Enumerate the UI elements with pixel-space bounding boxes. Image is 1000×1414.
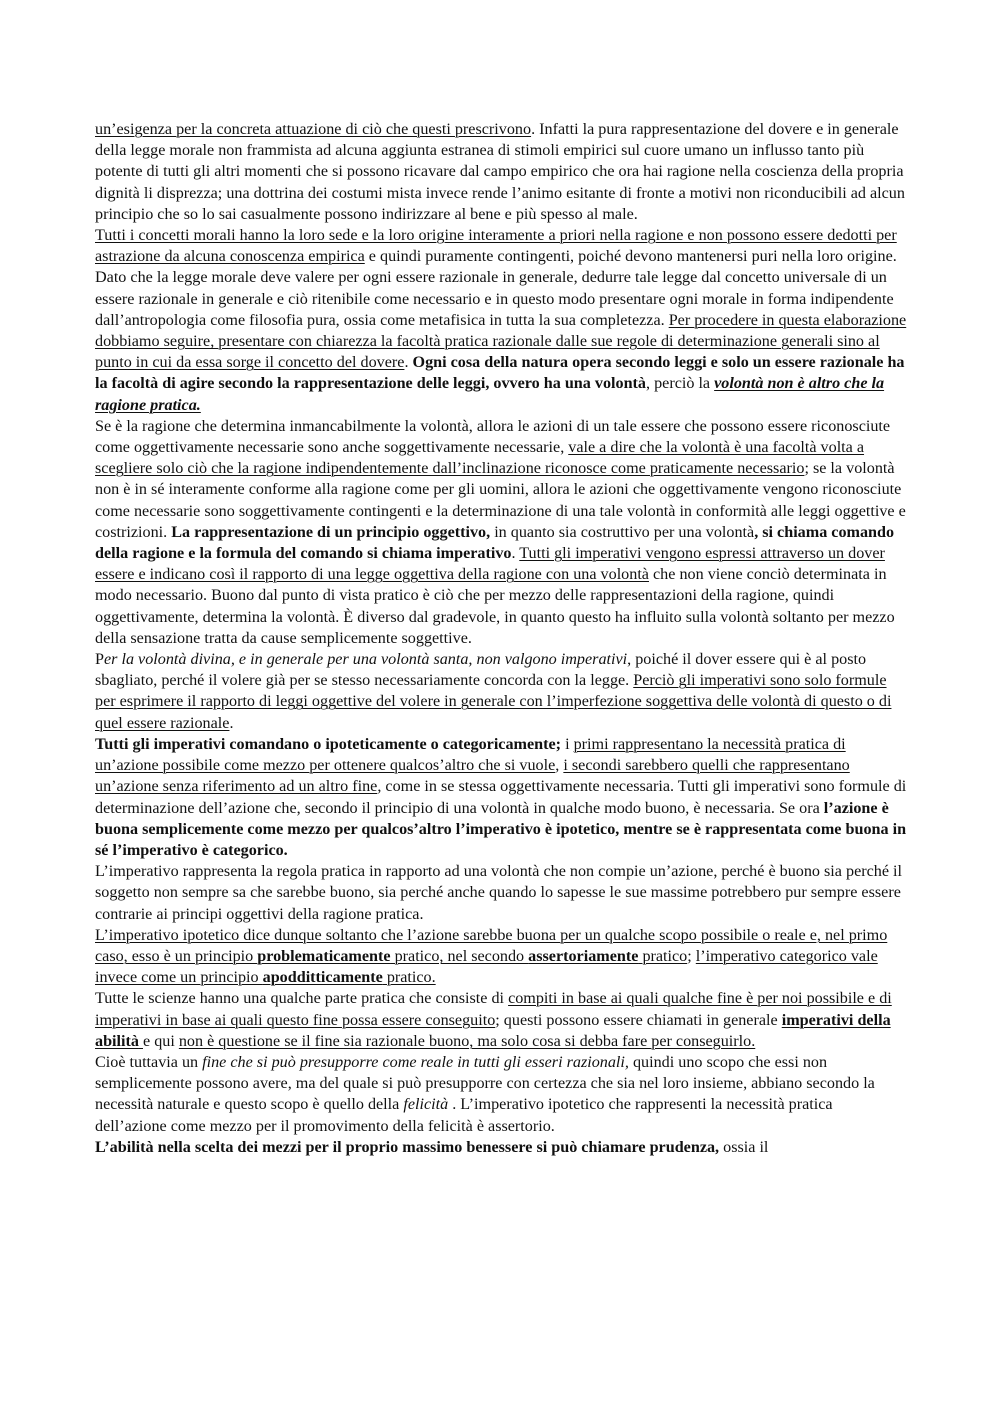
text-run: che non viene conciò determinata in modo necessario. Buono dal punto di vista pratico è ciò che per mezzo delle rappresentazioni della ragione, quindi oggettivamente, determina la volontà. È diverso dal gradevole, in quanto questo ha influito sulla volontà soltanto per mezzo della sensazione tratta da cause semplicemente soggettive. <box>95 566 895 647</box>
text-run: l’imperativo categorico vale invece come un principio <box>95 947 878 987</box>
paragraph <box>95 861 907 925</box>
text-run: , si chiama comando della ragione e la formula del comando si chiama imperativo <box>95 523 895 563</box>
document-body <box>95 119 907 1158</box>
text-run: pratico, nel secondo <box>390 947 529 965</box>
text-run: . <box>404 354 413 372</box>
text-run: . <box>511 545 520 563</box>
text-run: Tutte le scienze hanno una qualche parte pratica che consiste di <box>95 990 509 1008</box>
text-run: ; questi possono essere chiamati in generale <box>495 1011 782 1029</box>
text-run: . L’imperativo ipotetico che rappresenti la necessità pratica dell’azione come mezzo per il promovimento della felicità è assertorio. <box>95 1096 833 1135</box>
text-run: ; se la volontà non è in sé interamente conforme alla ragione come per gli uomini, allora le azioni che oggettivamente vengono riconosciute come necessarie sono soggettivamente contingenti e la determinazione di una tale volontà in conformità alle leggi oggettive e costrizioni. <box>95 460 906 541</box>
paragraph <box>95 925 907 989</box>
text-run: Perciò gli imperativi sono solo formule per esprimere il rapporto di leggi oggettive del volere in generale con l’imperfezione soggettiva delle volontà di questo o di quel essere razionale <box>95 672 892 732</box>
text-run: . Infatti la pura rappresentazione del dovere e in generale della legge morale non frammista ad alcuna aggiunta estranea di stimoli empirici sul cuore umano un influsso tanto più potente di tutti gli altri momenti che si possono ricavare dal campo empirico che ora hai ragione nella coscienza della propria dignità li disprezza; una dottrina dei costumi mista invece rende l’animo esitante di fronte a motivi non riconducibili ad alcun principio che so lo sai casualmente possono indirizzare al bene e più spesso al male. <box>95 121 905 223</box>
paragraph <box>95 225 907 267</box>
text-run: ; <box>687 947 696 965</box>
text-run: un’esigenza per la concreta attuazione di ciò che questi prescrivono <box>95 121 532 138</box>
text-run: Per procedere in questa elaborazione dobbiamo seguire, presentare con chiarezza la facoltà pratica razionale dalle sue regole di determinazione generali sino al punto in cui da essa sorge il concetto del dovere <box>95 311 907 372</box>
text-run: , come in se stessa oggettivamente necessaria. Tutti gli imperativi sono formule di determinazione dell’azione che, secondo il principio di una volontà in qualche modo buono, è necessaria. Se ora <box>95 778 907 817</box>
text-run: , poiché il dover essere qui è al posto sbagliato, perché il volere già per se stesso necessariamente concorda con la legge. <box>95 651 867 690</box>
text-run: imperativi della abilità <box>95 1011 891 1050</box>
paragraph <box>95 1052 907 1137</box>
text-run: i secondi sarebbero quelli che rappresentano un’azione senza riferimento ad un altro fine <box>95 757 850 796</box>
paragraph <box>95 267 907 415</box>
text-run: Tutti gli imperativi vengono espressi attraverso un dover essere e indicano così il rapporto di una legge oggettiva della ragione con una volontà <box>95 545 885 584</box>
text-run: ossia il <box>719 1138 769 1156</box>
text-run: L’imperativo rappresenta la regola pratica in rapporto ad una volontà che non compie un’azione, perché è buono sia perché il soggetto non sempre sa che sarebbe buono, sia perché anche quando lo sapesse le sue massime potrebbero pur sempre essere contrarie ai principi oggettivi della ragione pratica. <box>95 863 903 923</box>
text-run: volontà non è altro che la ragione pratica. <box>95 375 885 414</box>
text-run: L’imperativo ipotetico dice dunque soltanto che l’azione sarebbe buona per un qualche scopo possibile o reale e, nel primo caso, esso è un principio <box>95 926 888 965</box>
text-run: Cioè tuttavia un <box>95 1053 203 1071</box>
text-run: i <box>561 735 574 753</box>
text-run: Ogni cosa della natura opera secondo leggi e solo un essere razionale ha la facoltà di agire secondo la rappresentazione delle leggi, ovvero ha una volontà <box>95 354 905 393</box>
text-run: pratico <box>638 947 688 965</box>
text-run: pratico. <box>382 969 436 987</box>
text-run: fine che si può presupporre come reale in tutti gli esseri razionali, <box>202 1053 629 1071</box>
text-run: er la volontà divina, e in generale per una volontà santa, non valgono imperativi <box>103 651 628 669</box>
text-run: quindi uno scopo che essi non semplicemente possono avere, ma del quale si può presupporre con certezza che sia nel loro insieme, abbiano secondo la necessità naturale e questo scopo è quello della <box>95 1053 875 1114</box>
text-run: P <box>95 651 104 669</box>
text-run: . <box>229 714 234 732</box>
text-run: e quindi puramente contingenti, poiché devono mantenersi puri nella loro origine. <box>364 248 897 266</box>
text-run: primi rappresentano la necessità pratica di un’azione possibile come mezzo per ottenere qualcos’altro che si vuole <box>95 735 846 775</box>
text-run: Tutti i concetti morali hanno la loro sede e la loro origine interamente a priori nella ragione e non possono essere dedotti per astrazione da alcuna conoscenza empirica <box>95 227 897 266</box>
paragraph <box>95 1137 907 1158</box>
paragraph <box>95 734 907 861</box>
text-run: Se è la ragione che determina inmancabilmente la volontà, allora le azioni di un tale essere che possono essere riconosciute come oggettivamente necessarie sono anche soggettivamente necessarie, <box>95 417 891 457</box>
text-run: Tutti gli imperativi comandano o ipoteticamente o categoricamente; <box>95 735 562 753</box>
text-run: , <box>555 757 564 775</box>
text-run: L’abilità nella scelta dei mezzi per il proprio massimo benessere si può chiamare prudenza, <box>95 1138 720 1156</box>
text-run: vale a dire che la volontà è una facoltà volta a scegliere solo ciò che la ragione indipendentemente dall’inclinazione riconosce come praticamente necessario <box>95 439 865 478</box>
text-run: problematicamente <box>257 947 391 965</box>
paragraph <box>95 649 907 734</box>
paragraph <box>95 119 907 225</box>
text-run: compiti in base ai quali qualche fine è per noi possibile e di imperativi in base ai quali questo fine possa essere conseguito <box>95 990 892 1029</box>
text-run: assertoriamente <box>528 947 639 965</box>
text-run: Dato che la legge morale deve valere per ogni essere razionale in generale, dedurre tale legge dal concetto universale di un essere razionale in generale e ciò ritenibile come necessario e in questo modo presentare ogni morale in forma indipendente dall’antropologia come filosofia pura, ossia come metafisica in tutta la sua completezza. <box>95 269 894 329</box>
paragraph <box>95 988 907 1052</box>
text-run: La rappresentazione di un principio oggettivo, <box>171 523 491 541</box>
text-run: non è questione se il fine sia razionale buono, ma solo cosa si debba fare per conseguirlo. <box>178 1032 756 1050</box>
text-run: e qui <box>143 1032 179 1050</box>
text-run: in quanto sia costruttivo per una volontà <box>490 523 755 541</box>
text-run: felicità <box>403 1096 449 1114</box>
text-run: l’azione è buona semplicemente come mezzo per qualcos’altro l’imperativo è ipotetico, mentre se è rappresentata come buona in sé l’imperativo è categorico. <box>95 799 907 859</box>
text-run: , perciò la <box>646 375 715 393</box>
text-run: apodditticamente <box>262 969 383 987</box>
paragraph <box>95 416 907 649</box>
